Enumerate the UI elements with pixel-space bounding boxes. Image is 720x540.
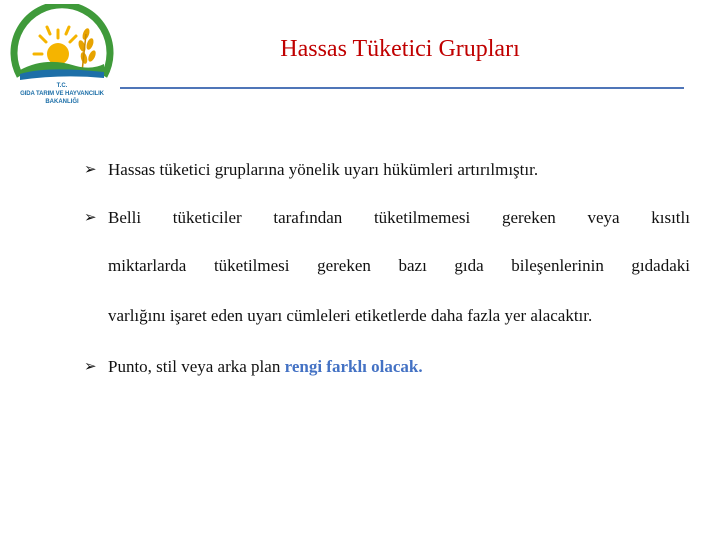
word: tüketiciler xyxy=(172,208,242,227)
bullet-2-line-1 xyxy=(108,207,690,229)
bullet-2-line-2 xyxy=(108,255,690,277)
bullet-3-highlight: rengi farklı olacak. xyxy=(284,357,423,376)
word: gıda xyxy=(454,256,484,275)
word: miktarlarda xyxy=(108,256,187,275)
arrow-bullet-icon: ➢ xyxy=(84,208,97,226)
title-divider xyxy=(120,87,684,89)
word: tüketilmemesi xyxy=(373,208,471,227)
arrow-bullet-icon: ➢ xyxy=(84,160,97,178)
word: tarafından xyxy=(273,208,343,227)
word: bazı xyxy=(398,256,427,275)
ministry-logo xyxy=(6,4,118,120)
word: veya xyxy=(587,208,620,227)
word: gereken xyxy=(501,208,556,227)
bullet-3-text xyxy=(108,356,423,378)
logo-ministry-line2: BAKANLIĞI xyxy=(45,99,79,105)
word: Belli xyxy=(108,208,142,227)
bullet-3-plain: Punto, stil veya arka plan xyxy=(108,357,285,376)
word: tüketilmesi xyxy=(213,256,290,275)
page-title: Hassas Tüketici Grupları xyxy=(280,36,520,62)
word: gıdadaki xyxy=(631,256,690,275)
logo-ministry-line1: GIDA TARIM VE HAYVANCILIK xyxy=(20,91,104,97)
logo-tc-text: T.C. xyxy=(56,83,68,89)
bullet-1-text: Hassas tüketici gruplarına yönelik uyarı hükümleri artırılmıştır. xyxy=(108,160,539,179)
word: bileşenlerinin xyxy=(511,256,604,275)
word: gereken xyxy=(317,256,371,275)
bullet-2-line-3: varlığını işaret eden uyarı cümleleri etiketlerde daha fazla yer alacaktır. xyxy=(108,306,593,325)
arrow-bullet-icon: ➢ xyxy=(84,357,97,375)
word: kısıtlı xyxy=(651,208,690,227)
ministry-emblem-icon xyxy=(6,4,118,84)
